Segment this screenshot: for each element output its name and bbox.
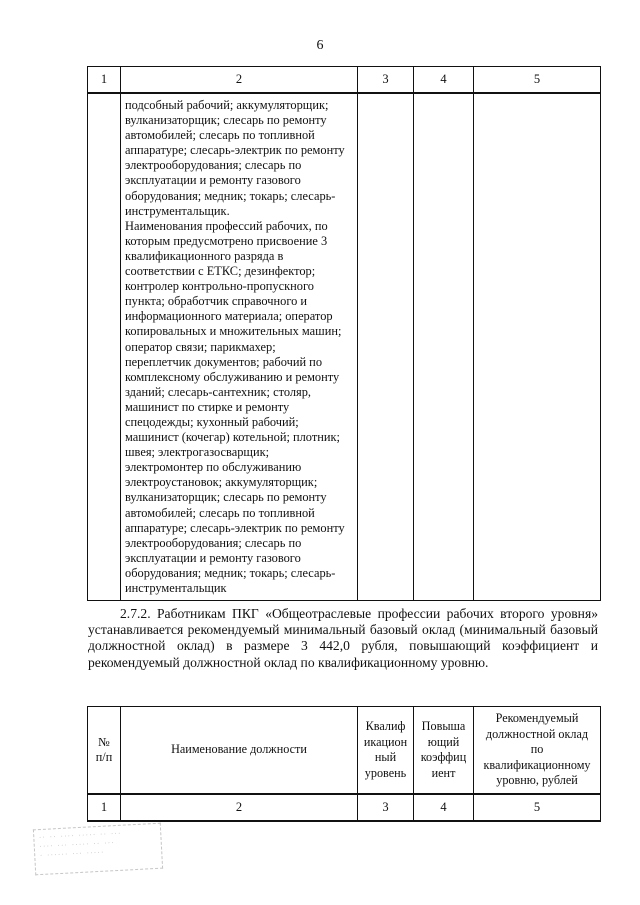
column-number-5: 5 bbox=[474, 794, 601, 821]
header-num: № п/п bbox=[88, 707, 121, 795]
column-number-5: 5 bbox=[474, 67, 601, 94]
column-number-2: 2 bbox=[121, 67, 358, 94]
header-salary: Рекомендуемый должностной оклад по квалификационному уровню, рублей bbox=[474, 707, 601, 795]
section-paragraph: 2.7.2. Работникам ПКГ «Общеотраслевые профессии рабочих второго уровня» устанавливается рекомендуемый минимальный базовый оклад (минимальный базовый должностной оклад) в размере 3 442,0 рубля, повышающий коэффициент и рекомендуемый должностной оклад по квалификационному уровню. bbox=[88, 606, 598, 670]
salary-table bbox=[87, 706, 601, 822]
stamp-line: · ······ ··· ····· bbox=[39, 848, 105, 860]
cell-salary bbox=[474, 93, 601, 601]
column-number-3: 3 bbox=[358, 794, 414, 821]
stamp-line: ···· ··· ····· ·· ··· bbox=[38, 839, 115, 851]
cell-professions bbox=[121, 93, 358, 601]
column-number-3: 3 bbox=[358, 67, 414, 94]
header-coefficient: Повыша ющий коэффиц иент bbox=[414, 707, 474, 795]
table-row bbox=[88, 93, 601, 601]
cell-coefficient bbox=[414, 93, 474, 601]
table-row bbox=[88, 794, 601, 821]
header-name: Наименование должности bbox=[121, 707, 358, 795]
column-number-1: 1 bbox=[88, 794, 121, 821]
table-continued bbox=[87, 66, 601, 601]
table-header-row bbox=[88, 707, 601, 795]
faded-stamp bbox=[33, 823, 163, 876]
column-number-1: 1 bbox=[88, 67, 121, 94]
professions-list: подсобный рабочий; аккумуляторщик; вулканизаторщик; слесарь по ремонту автомобилей; слесарь по топливной аппаратуре; слесарь-электрик по ремонту электрооборудования; слесарь по эксплуатации и ремонту газового оборудования; медник; токарь; слесарь- инструментальщик. Наименования профессий рабочих, по которым предусмотрено присвоение 3 квалификационного разряда в соответствии с ЕТКС; дезинфектор; контролер контрольно-пропускного пункта; обработчик справочного и информационного материала; оператор копировальных и множительных машин; оператор связи; парикмахер; переплетчик документов; рабочий по комплексному обслуживанию и ремонту зданий; слесарь-сантехник; столяр, машинист по стирке и ремонту спецодежды; кухонный рабочий; машинист (кочегар) котельной; плотник; швея; электрогазосварщик; электромонтер по обслуживанию электроустановок; аккумуляторщик; вулканизаторщик; слесарь по ремонту автомобилей; слесарь по топливной аппаратуре; слесарь-электрик по ремонту электрооборудования; слесарь по эксплуатации и ремонту газового оборудования; медник; токарь; слесарь- инструментальщик bbox=[125, 98, 345, 595]
table-row bbox=[88, 67, 601, 94]
header-level: Квалиф икацион ный уровень bbox=[358, 707, 414, 795]
column-number-2: 2 bbox=[121, 794, 358, 821]
cell-level bbox=[358, 93, 414, 601]
column-number-4: 4 bbox=[414, 794, 474, 821]
page-number: 6 bbox=[316, 38, 324, 53]
cell-number bbox=[88, 93, 121, 601]
column-number-4: 4 bbox=[414, 67, 474, 94]
stamp-line: ·· ·· ···· ····· ·· ··· bbox=[38, 829, 122, 842]
